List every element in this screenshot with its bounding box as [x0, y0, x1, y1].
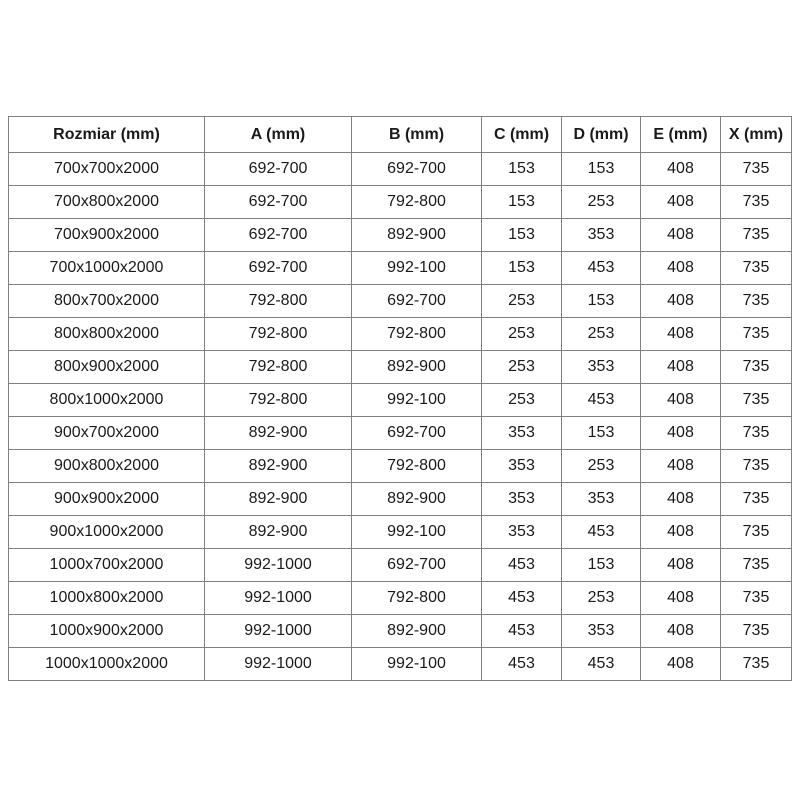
- table-cell: 735: [721, 153, 792, 186]
- table-cell: 408: [641, 186, 721, 219]
- table-cell: 892-900: [205, 450, 352, 483]
- table-cell: 892-900: [205, 516, 352, 549]
- table-row: [9, 351, 792, 384]
- table-row: [9, 483, 792, 516]
- table-cell: 408: [641, 549, 721, 582]
- table-row: [9, 648, 792, 681]
- table-cell: 900x700x2000: [9, 417, 205, 450]
- table-cell: 735: [721, 615, 792, 648]
- table-row: [9, 582, 792, 615]
- table-cell: 453: [562, 648, 641, 681]
- table-cell: 892-900: [352, 219, 482, 252]
- table-row: [9, 285, 792, 318]
- table-row: [9, 318, 792, 351]
- table-cell: 408: [641, 615, 721, 648]
- table-row: [9, 417, 792, 450]
- table-cell: 408: [641, 516, 721, 549]
- table-cell: 253: [562, 450, 641, 483]
- table-cell: 253: [482, 384, 562, 417]
- table-cell: 735: [721, 351, 792, 384]
- table-cell: 408: [641, 384, 721, 417]
- table-cell: 453: [482, 648, 562, 681]
- table-cell: 408: [641, 351, 721, 384]
- table-cell: 1000x800x2000: [9, 582, 205, 615]
- table-cell: 453: [562, 252, 641, 285]
- table-cell: 735: [721, 384, 792, 417]
- table-cell: 353: [562, 615, 641, 648]
- table-cell: 692-700: [205, 186, 352, 219]
- table-cell: 408: [641, 219, 721, 252]
- header-row: [9, 117, 792, 153]
- table-cell: 800x700x2000: [9, 285, 205, 318]
- table-cell: 735: [721, 285, 792, 318]
- table-cell: 892-900: [352, 615, 482, 648]
- table-cell: 735: [721, 483, 792, 516]
- table-cell: 453: [482, 582, 562, 615]
- table-cell: 992-1000: [205, 582, 352, 615]
- table-cell: 153: [482, 219, 562, 252]
- table-row: [9, 186, 792, 219]
- table-cell: 692-700: [352, 285, 482, 318]
- table-cell: 353: [562, 219, 641, 252]
- table-cell: 1000x1000x2000: [9, 648, 205, 681]
- table-cell: 353: [482, 516, 562, 549]
- table-cell: 408: [641, 450, 721, 483]
- table-cell: 892-900: [205, 417, 352, 450]
- table-cell: 792-800: [352, 318, 482, 351]
- table-cell: 735: [721, 450, 792, 483]
- table-body: [9, 153, 792, 681]
- table-cell: 892-900: [352, 351, 482, 384]
- header-cell: C (mm): [482, 117, 562, 153]
- table-cell: 408: [641, 483, 721, 516]
- table-cell: 992-100: [352, 384, 482, 417]
- table-cell: 253: [562, 582, 641, 615]
- table-cell: 700x700x2000: [9, 153, 205, 186]
- table-cell: 353: [562, 351, 641, 384]
- table-cell: 735: [721, 516, 792, 549]
- header-cell: B (mm): [352, 117, 482, 153]
- table-cell: 153: [562, 285, 641, 318]
- table-cell: 792-800: [352, 186, 482, 219]
- table-cell: 692-700: [352, 153, 482, 186]
- table-cell: 408: [641, 285, 721, 318]
- table-cell: 153: [562, 153, 641, 186]
- table-cell: 153: [482, 186, 562, 219]
- table-cell: 735: [721, 648, 792, 681]
- table-cell: 408: [641, 417, 721, 450]
- header-cell: X (mm): [721, 117, 792, 153]
- table-cell: 408: [641, 648, 721, 681]
- table-cell: 353: [482, 450, 562, 483]
- table-row: [9, 549, 792, 582]
- table-cell: 700x1000x2000: [9, 252, 205, 285]
- table-cell: 992-100: [352, 252, 482, 285]
- table-cell: 700x900x2000: [9, 219, 205, 252]
- table-row: [9, 252, 792, 285]
- table-row: [9, 450, 792, 483]
- table-cell: 735: [721, 417, 792, 450]
- table-cell: 453: [562, 384, 641, 417]
- table-cell: 253: [482, 351, 562, 384]
- table-row: [9, 615, 792, 648]
- table-cell: 735: [721, 219, 792, 252]
- table-cell: 735: [721, 549, 792, 582]
- table-cell: 992-100: [352, 648, 482, 681]
- table-cell: 453: [482, 615, 562, 648]
- table-cell: 992-1000: [205, 615, 352, 648]
- table-cell: 253: [562, 318, 641, 351]
- table-cell: 153: [562, 417, 641, 450]
- table-row: [9, 516, 792, 549]
- table-cell: 353: [562, 483, 641, 516]
- table-cell: 900x1000x2000: [9, 516, 205, 549]
- table-cell: 992-1000: [205, 549, 352, 582]
- size-table: [8, 116, 792, 681]
- table-cell: 992-100: [352, 516, 482, 549]
- table-cell: 253: [482, 285, 562, 318]
- table-cell: 253: [482, 318, 562, 351]
- table-cell: 735: [721, 318, 792, 351]
- table-cell: 692-700: [205, 153, 352, 186]
- table-cell: 792-800: [205, 384, 352, 417]
- header-cell: Rozmiar (mm): [9, 117, 205, 153]
- table-cell: 1000x900x2000: [9, 615, 205, 648]
- header-cell: A (mm): [205, 117, 352, 153]
- table-cell: 735: [721, 186, 792, 219]
- table-cell: 353: [482, 483, 562, 516]
- table-row: [9, 219, 792, 252]
- table-cell: 792-800: [205, 318, 352, 351]
- table-cell: 800x900x2000: [9, 351, 205, 384]
- table-cell: 153: [482, 252, 562, 285]
- table-cell: 408: [641, 252, 721, 285]
- table-cell: 735: [721, 582, 792, 615]
- table-cell: 892-900: [205, 483, 352, 516]
- table-cell: 800x800x2000: [9, 318, 205, 351]
- table-cell: 692-700: [205, 252, 352, 285]
- table-cell: 900x800x2000: [9, 450, 205, 483]
- table-cell: 792-800: [205, 285, 352, 318]
- header-cell: D (mm): [562, 117, 641, 153]
- table-cell: 353: [482, 417, 562, 450]
- table-cell: 408: [641, 582, 721, 615]
- table-cell: 153: [562, 549, 641, 582]
- table-cell: 408: [641, 318, 721, 351]
- table-cell: 1000x700x2000: [9, 549, 205, 582]
- table-cell: 253: [562, 186, 641, 219]
- table-cell: 700x800x2000: [9, 186, 205, 219]
- table-cell: 900x900x2000: [9, 483, 205, 516]
- table-row: [9, 384, 792, 417]
- table-cell: 692-700: [352, 417, 482, 450]
- table-cell: 692-700: [205, 219, 352, 252]
- table-cell: 453: [562, 516, 641, 549]
- table-cell: 792-800: [352, 450, 482, 483]
- table-cell: 792-800: [205, 351, 352, 384]
- table-cell: 800x1000x2000: [9, 384, 205, 417]
- table-cell: 792-800: [352, 582, 482, 615]
- table-cell: 992-1000: [205, 648, 352, 681]
- table-cell: 692-700: [352, 549, 482, 582]
- table-cell: 153: [482, 153, 562, 186]
- table-cell: 892-900: [352, 483, 482, 516]
- header-cell: E (mm): [641, 117, 721, 153]
- table-cell: 735: [721, 252, 792, 285]
- table-cell: 408: [641, 153, 721, 186]
- table-cell: 453: [482, 549, 562, 582]
- table-row: [9, 153, 792, 186]
